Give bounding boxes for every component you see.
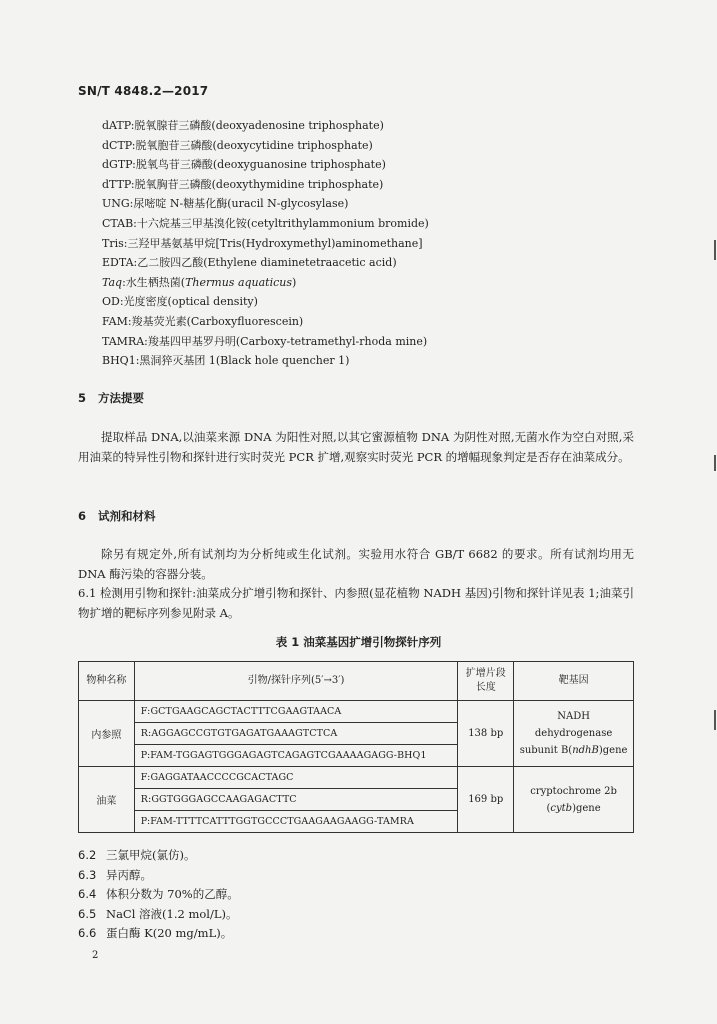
length-cell: 138 bp bbox=[458, 701, 514, 767]
abbreviation-list bbox=[102, 116, 429, 371]
header-length: 扩增片段 长度 bbox=[458, 662, 514, 701]
list-item bbox=[78, 866, 239, 886]
section-number: 6 bbox=[78, 509, 87, 523]
clause-6-1: 6.1 检测用引物和探针:油菜成分扩增引物和探针、内参照(显花植物 NADH 基因)引物和探针详见表 1;油菜引物扩增的靶标序列参见附录 A。 bbox=[78, 586, 634, 620]
standard-header: SN/T 4848.2—2017 bbox=[78, 84, 209, 98]
clause-text: 体积分数为 70%的乙醇。 bbox=[106, 887, 239, 902]
clause-number: 6.4 bbox=[78, 887, 97, 902]
clause-number: 6.2 bbox=[78, 848, 97, 862]
clause-text: 三氯甲烷(氯仿)。 bbox=[106, 848, 196, 862]
scan-edge-mark bbox=[714, 710, 716, 730]
abbreviation-text: ) bbox=[292, 275, 297, 289]
abbreviation-item: dCTP:脱氧胞苷三磷酸(deoxycytidine triphosphate) bbox=[102, 138, 373, 152]
header-sequence: 引物/探针序列(5′→3′) bbox=[134, 662, 458, 701]
abbreviation-italic: Taq bbox=[102, 275, 123, 289]
scan-edge-mark bbox=[714, 240, 716, 260]
abbreviation-item bbox=[102, 273, 429, 293]
reagent-list bbox=[78, 846, 239, 944]
sequence-cell: P:FAM-TTTTCATTTGGTGCCCTGAAGAAGAAGG-TAMRA bbox=[134, 811, 458, 833]
abbreviation-item: BHQ1:黑洞猝灭基团 1(Black hole quencher 1) bbox=[102, 354, 350, 368]
clause-number: 6.3 bbox=[78, 867, 97, 882]
abbreviation-item: TAMRA:羧基四甲基罗丹明(Carboxy-tetramethyl-rhoda mine) bbox=[102, 334, 428, 348]
table-row bbox=[79, 767, 634, 789]
list-item bbox=[78, 885, 239, 905]
page-number: 2 bbox=[92, 950, 99, 961]
section-title: 试剂和材料 bbox=[98, 509, 156, 523]
section-5-body: 提取样品 DNA,以油菜来源 DNA 为阳性对照,以其它蜜源植物 DNA 为阴性对照,无菌水作为空白对照,采用油菜的特异性引物和探针进行实时荧光 PCR 扩增,观察实时荧光 PCR 的增幅现象判定是否存在油菜成分。 bbox=[78, 430, 634, 464]
header-species: 物种名称 bbox=[79, 662, 135, 701]
clause-text: 蛋白酶 K(20 mg/mL)。 bbox=[106, 926, 233, 941]
list-item bbox=[78, 905, 239, 925]
sequence-cell: F:GCTGAAGCAGCTACTTTCGAAGTAACA bbox=[134, 701, 458, 723]
target-cell: NADH dehydrogenase subunit B(ndhB)gene bbox=[514, 701, 634, 767]
section-5-heading bbox=[78, 390, 144, 406]
abbreviation-item: OD:光度密度(optical density) bbox=[102, 295, 258, 309]
abbreviation-item: CTAB:十六烷基三甲基溴化铵(cetyltrithylammonium bromide) bbox=[102, 216, 429, 230]
header-target: 靶基因 bbox=[514, 662, 634, 701]
sequence-cell: F:GAGGATAACCCCGCACTAGC bbox=[134, 767, 458, 789]
abbreviation-item: EDTA:乙二胺四乙酸(Ethylene diaminetetraacetic acid) bbox=[102, 256, 397, 270]
table-header-row bbox=[79, 662, 634, 701]
target-cell: cryptochrome 2b (cytb)gene bbox=[514, 767, 634, 833]
abbreviation-item: FAM:羧基荧光素(Carboxyfluorescein) bbox=[102, 314, 304, 328]
abbreviation-item: UNG:尿嘧啶 N-糖基化酶(uracil N-glycosylase) bbox=[102, 197, 349, 211]
section-title: 方法提要 bbox=[98, 391, 144, 405]
abbreviation-item: dTTP:脱氧胸苷三磷酸(deoxythymidine triphosphate) bbox=[102, 177, 384, 191]
list-item bbox=[78, 924, 239, 944]
sequence-cell: R:GGTGGGAGCCAAGAGACTTC bbox=[134, 789, 458, 811]
clause-number: 6.6 bbox=[78, 926, 97, 941]
clause-number: 6.5 bbox=[78, 906, 97, 921]
primer-probe-table bbox=[78, 661, 634, 833]
sequence-cell: P:FAM-TGGAGTGGGAGAGTCAGAGTCGAAAAGAGG-BHQ1 bbox=[134, 745, 458, 767]
abbreviation-text: :水生栖热菌( bbox=[122, 275, 186, 289]
section-6-body: 除另有规定外,所有试剂均为分析纯或生化试剂。实验用水符合 GB/T 6682 的要求。所有试剂均用无 DNA 酶污染的容器分装。 bbox=[78, 547, 634, 581]
sequence-cell: R:AGGAGCCGTGTGAGATGAAAGTCTCA bbox=[134, 723, 458, 745]
table-row bbox=[79, 701, 634, 723]
abbreviation-italic: Thermus aquaticus bbox=[185, 275, 293, 289]
species-cell: 内参照 bbox=[79, 701, 135, 767]
abbreviation-item: dGTP:脱氧鸟苷三磷酸(deoxyguanosine triphosphate) bbox=[102, 158, 386, 172]
abbreviation-item: dATP:脱氧腺苷三磷酸(deoxyadenosine triphosphate) bbox=[102, 119, 384, 132]
section-number: 5 bbox=[78, 391, 87, 405]
abbreviation-item: Tris:三羟甲基氨基甲烷[Tris(Hydroxymethyl)aminomethane] bbox=[102, 236, 423, 250]
scan-edge-mark bbox=[714, 455, 716, 471]
length-cell: 169 bp bbox=[458, 767, 514, 833]
list-item bbox=[78, 846, 239, 866]
section-6-heading bbox=[78, 508, 156, 524]
species-cell: 油菜 bbox=[79, 767, 135, 833]
clause-text: 异丙醇。 bbox=[106, 867, 152, 882]
table-caption: 表 1 油菜基因扩增引物探针序列 bbox=[275, 635, 442, 649]
clause-text: NaCl 溶液(1.2 mol/L)。 bbox=[106, 906, 238, 921]
